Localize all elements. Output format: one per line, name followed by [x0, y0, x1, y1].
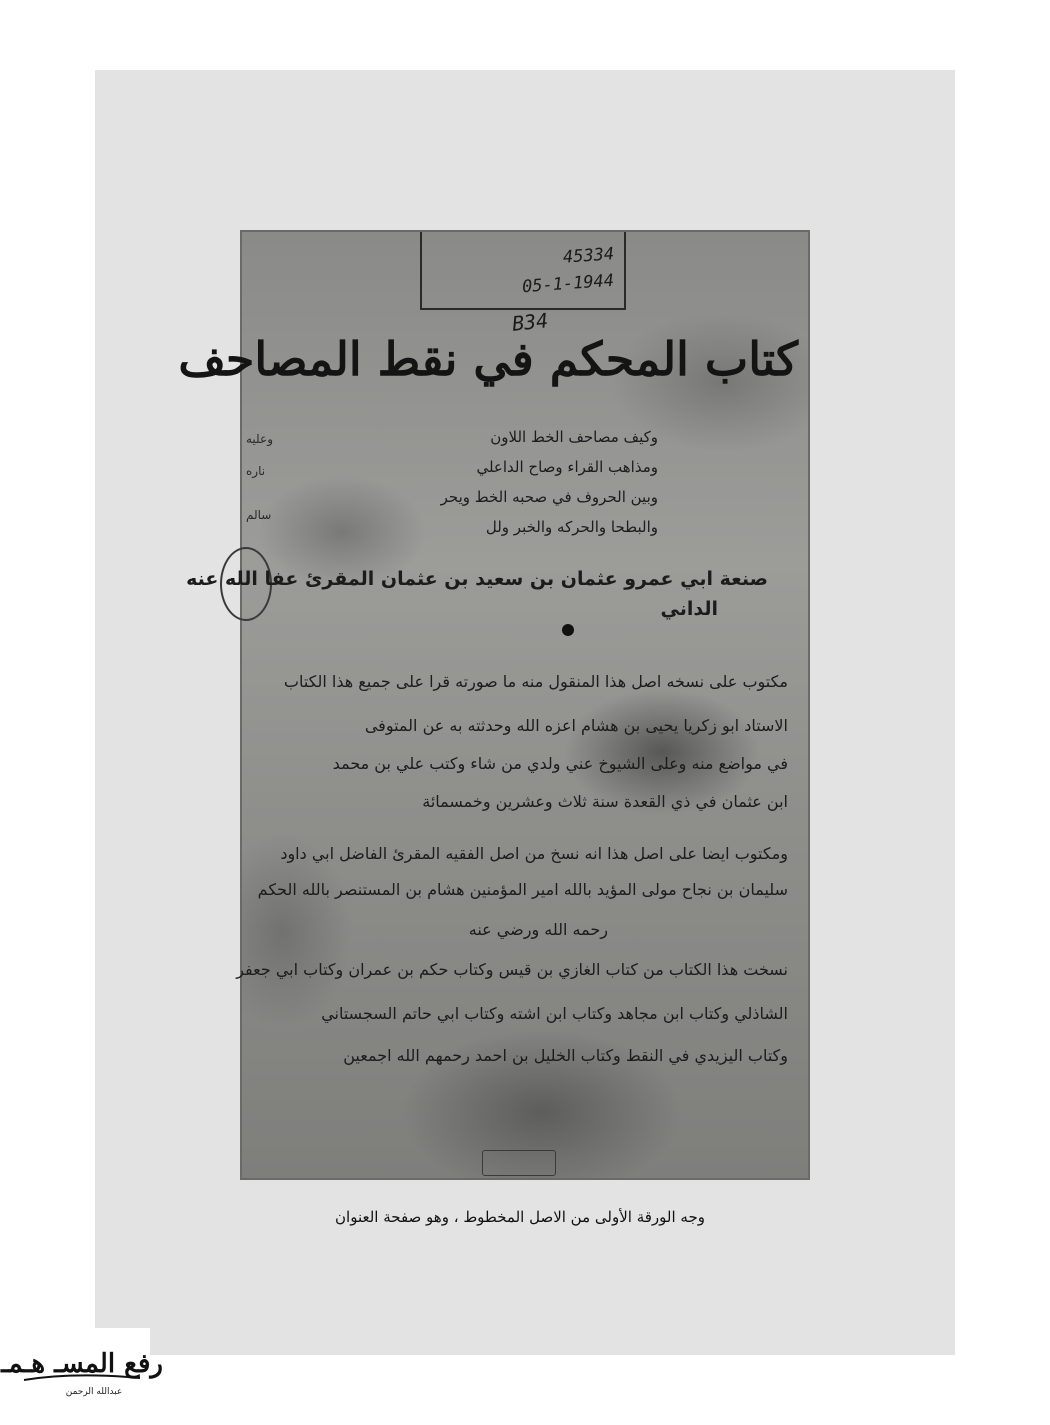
- stamp-date: 05-1-1944: [521, 270, 615, 298]
- subtitle-line: وكيف مصاحف الخط اللاون: [490, 428, 658, 446]
- calligraphy-logo-icon: [1, 1328, 163, 1410]
- margin-note: سالم: [246, 508, 272, 522]
- margin-note: وعليه: [246, 432, 273, 446]
- author-line: الداني: [660, 598, 718, 620]
- body-line: رحمه الله ورضي عنه: [468, 920, 608, 939]
- manuscript-photo: [178, 230, 810, 1180]
- library-stamp: [420, 232, 626, 310]
- body-line: ومكتوب ايضا على اصل هذا انه نسخ من اصل الفقيه المقرئ الفاضل ابي داود: [280, 844, 788, 863]
- body-line: وكتاب اليزيدي في النقط وكتاب الخليل بن احمد رحمهم الله اجمعين: [343, 1046, 788, 1065]
- author-line: صنعة ابي عمرو عثمان بن سعيد بن عثمان المقرئ عفا الله عنه: [186, 568, 768, 590]
- library-seal: [482, 1150, 556, 1176]
- subtitle-line: والبطحا والحركه والخبر ولل: [485, 518, 658, 536]
- manuscript-title: كتاب المحكم في نقط المصاحف: [178, 332, 798, 386]
- photo-caption: وجه الورقة الأولى من الاصل المخطوط ، وهو صفحة العنوان: [335, 1208, 705, 1226]
- stamp-number: 45334: [562, 244, 615, 268]
- subtitle-line: وبين الحروف في صحبه الخط ويحر: [440, 488, 658, 506]
- body-line: مكتوب على نسخه اصل هذا المنقول منه ما صورته قرا على جميع هذا الكتاب: [283, 672, 788, 691]
- logo-subtext: عبدالله الرحمن: [65, 1387, 123, 1397]
- ink-dot: [562, 624, 574, 636]
- subtitle-line: ومذاهب القراء وصاح الداعلي: [476, 458, 658, 476]
- body-line: في مواضع منه وعلى الشيوخ عني ولدي من شاء وكتب علي بن محمد: [332, 754, 788, 773]
- shelf-mark: B34: [510, 308, 550, 336]
- margin-note: ناره: [246, 464, 266, 478]
- body-line: ابن عثمان في ذي القعدة سنة ثلاث وعشرين وخمسمائة: [422, 792, 788, 811]
- body-line: الاستاد ابو زكريا يحيى بن هشام اعزه الله وحدثته به عن المتوفى: [364, 716, 788, 735]
- body-line: الشاذلي وكتاب ابن مجاهد وكتاب ابن اشته وكتاب ابي حاتم السجستاني: [321, 1004, 788, 1023]
- body-line: نسخت هذا الكتاب من كتاب الغازي بن قيس وكتاب حكم بن عمران وكتاب ابي جعفر: [236, 960, 788, 979]
- logo-text: رفع المسـ هـمـ: [1, 1349, 163, 1379]
- publisher-logo: [1, 1328, 163, 1410]
- body-line: سليمان بن نجاح مولى المؤيد بالله امير المؤمنين هشام بن المستنصر بالله الحكم: [257, 880, 788, 899]
